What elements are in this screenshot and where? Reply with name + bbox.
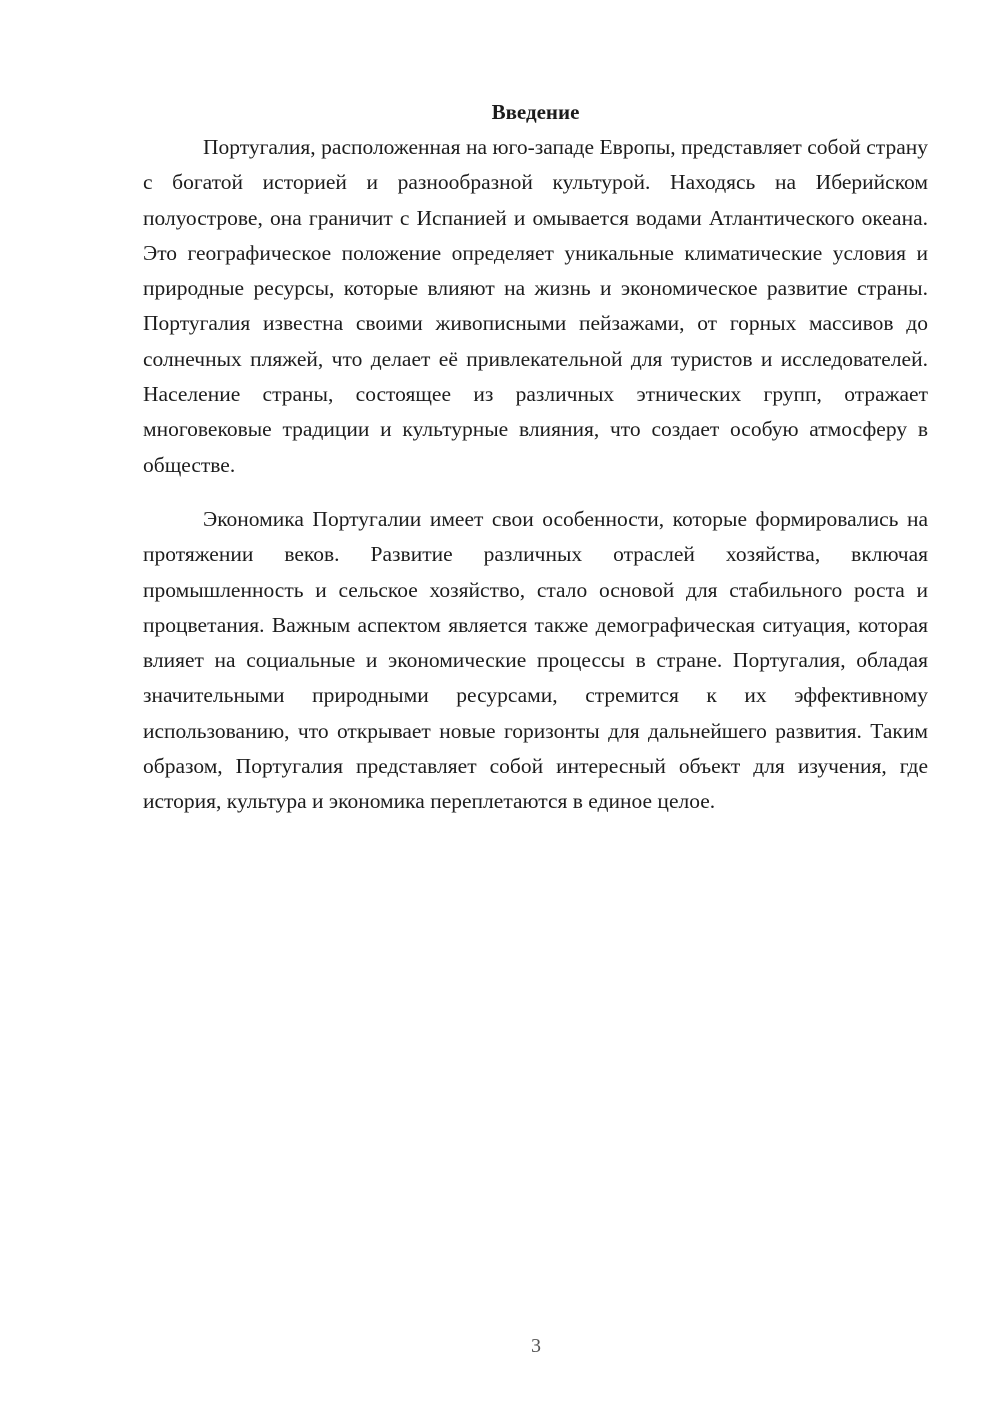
paragraph-intro: Португалия, расположенная на юго-западе Европы, представляет собой страну с богатой историей и разнообразной культурой. Находясь на Иберийском полуострове, она граничит с Испанией и омывается водами Атлантического океана. Это географическое положение определяет уникальные климатические условия и природные ресурсы, которые влияют на жизнь и экономическое развитие страны. Португалия известна своими живописными пейзажами, от горных массивов до солнечных пляжей, что делает её привлекательной для туристов и исследователей. Население страны, состоящее из различных этнических групп, отражает многовековые традиции и культурные влияния, что создает особую атмосферу в обществе. bbox=[143, 135, 928, 477]
paragraph-economy: Экономика Португалии имеет свои особенности, которые формировались на протяжении веков. Развитие различных отраслей хозяйства, включая промышленность и сельское хозяйство, стало основой для стабильного роста и процветания. Важным аспектом является также демографическая ситуация, которая влияет на социальные и экономические процессы в стране. Португалия, обладая значительными природными ресурсами, стремится к их эффективному использованию, что открывает новые горизонты для дальнейшего развития. Таким образом, Португалия представляет собой интересный объект для изучения, где история, культура и экономика переплетаются в единое целое. bbox=[143, 506, 928, 814]
page-number: 3 bbox=[531, 1335, 541, 1357]
section-heading: Введение bbox=[491, 100, 580, 124]
page-content bbox=[143, 95, 928, 820]
